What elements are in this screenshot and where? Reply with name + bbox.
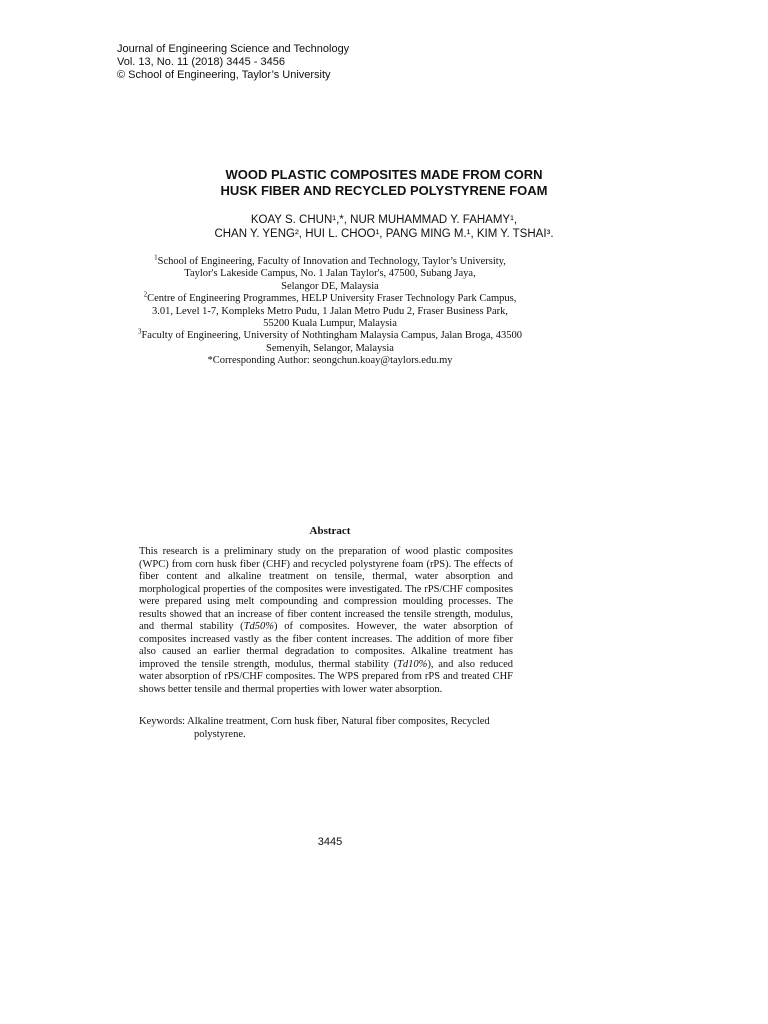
keywords-line-2: polystyrene. xyxy=(194,728,246,740)
abstract-text-3: ), and also reduced water absorption of rPS/CHF composites. The WPS prepared from rPS and treated CHF shows better tensile and thermal properties with lower water absorption. xyxy=(139,658,513,695)
affiliation-2-line-1 xyxy=(0,290,660,305)
affiliation-3-line-1 xyxy=(0,327,660,342)
title-line-1: WOOD PLASTIC COMPOSITES MADE FROM CORN xyxy=(225,167,543,182)
affiliation-1-marker: 1 xyxy=(154,253,158,262)
abstract-text-1: This research is a preliminary study on the preparation of wood plastic composites (WPC) from corn husk fiber (CHF) and recycled polystyrene foam (rPS). The effects of fiber content and alkaline treatment on tensile, thermal, water absorption and morphological properties of the composites were investigated. The rPS/CHF composites were prepared using melt compounding and compression moulding processes. The results showed that an increase of fiber content increased the tensile strength, modulus, and thermal stability ( xyxy=(139,546,513,632)
keywords-line-1: Keywords: Alkaline treatment, Corn husk fiber, Natural fiber composites, Recycled xyxy=(139,716,490,727)
affiliation-1-line-2: Taylor's Lakeside Campus, No. 1 Jalan Taylor's, 47500, Subang Jaya, xyxy=(184,268,476,280)
affiliation-1-line-1 xyxy=(0,253,660,268)
journal-header xyxy=(117,43,349,82)
affiliation-1-line-3: Selangor DE, Malaysia xyxy=(281,280,379,292)
abstract-body xyxy=(139,546,513,696)
affiliation-3-text: Faculty of Engineering, University of Nothtingham Malaysia Campus, Jalan Broga, 43500 xyxy=(141,330,523,342)
title-line-2: HUSK FIBER AND RECYCLED POLYSTYRENE FOAM xyxy=(220,182,548,198)
authors-line-1: KOAY S. CHUN¹,*, NUR MUHAMMAD Y. FAHAMY¹, xyxy=(250,214,518,226)
paper-title xyxy=(0,167,768,198)
keywords xyxy=(139,716,513,741)
affiliation-2-line-2: 3.01, Level 1-7, Kompleks Metro Pudu, 1 Jalan Metro Pudu 2, Fraser Business Park, xyxy=(151,305,509,317)
corresponding-author: *Corresponding Author: seongchun.koay@taylors.edu.my xyxy=(207,355,453,367)
journal-volume: Vol. 13, No. 11 (2018) 3445 - 3456 xyxy=(117,56,285,68)
td10-symbol: Td10% xyxy=(397,658,428,670)
affiliation-2-text: Centre of Engineering Programmes, HELP University Fraser Technology Park Campus, xyxy=(147,293,517,305)
affiliation-1-text: School of Engineering, Faculty of Innovation and Technology, Taylor’s University, xyxy=(157,256,506,267)
abstract-paragraph xyxy=(139,546,513,696)
affiliation-2-marker: 2 xyxy=(143,290,148,299)
author-list xyxy=(0,213,768,241)
affiliation-2-line-3: 55200 Kuala Lumpur, Malaysia xyxy=(263,318,397,330)
authors-line-2: CHAN Y. YENG², HUI L. CHOO¹, PANG MING M.¹, KIM Y. TSHAI³. xyxy=(214,228,554,240)
td50-symbol: Td50% xyxy=(243,621,275,632)
page-number: 3445 xyxy=(317,836,343,848)
journal-copyright: © School of Engineering, Taylor’s University xyxy=(117,69,331,81)
abstract-heading: Abstract xyxy=(309,525,351,537)
affiliations xyxy=(0,253,660,368)
affiliation-3-line-2: Semenyih, Selangor, Malaysia xyxy=(266,342,394,354)
abstract-text-2: ) of composites. However, the water absorption of composites increased vastly as the fiber content increases. The addition of more fiber also caused an earlier thermal degradation to composites. Alkaline treatment has improved the tensile strength, modulus, thermal stability ( xyxy=(139,621,513,670)
journal-name: Journal of Engineering Science and Technology xyxy=(117,43,350,55)
affiliation-3-marker: 3 xyxy=(137,327,142,336)
